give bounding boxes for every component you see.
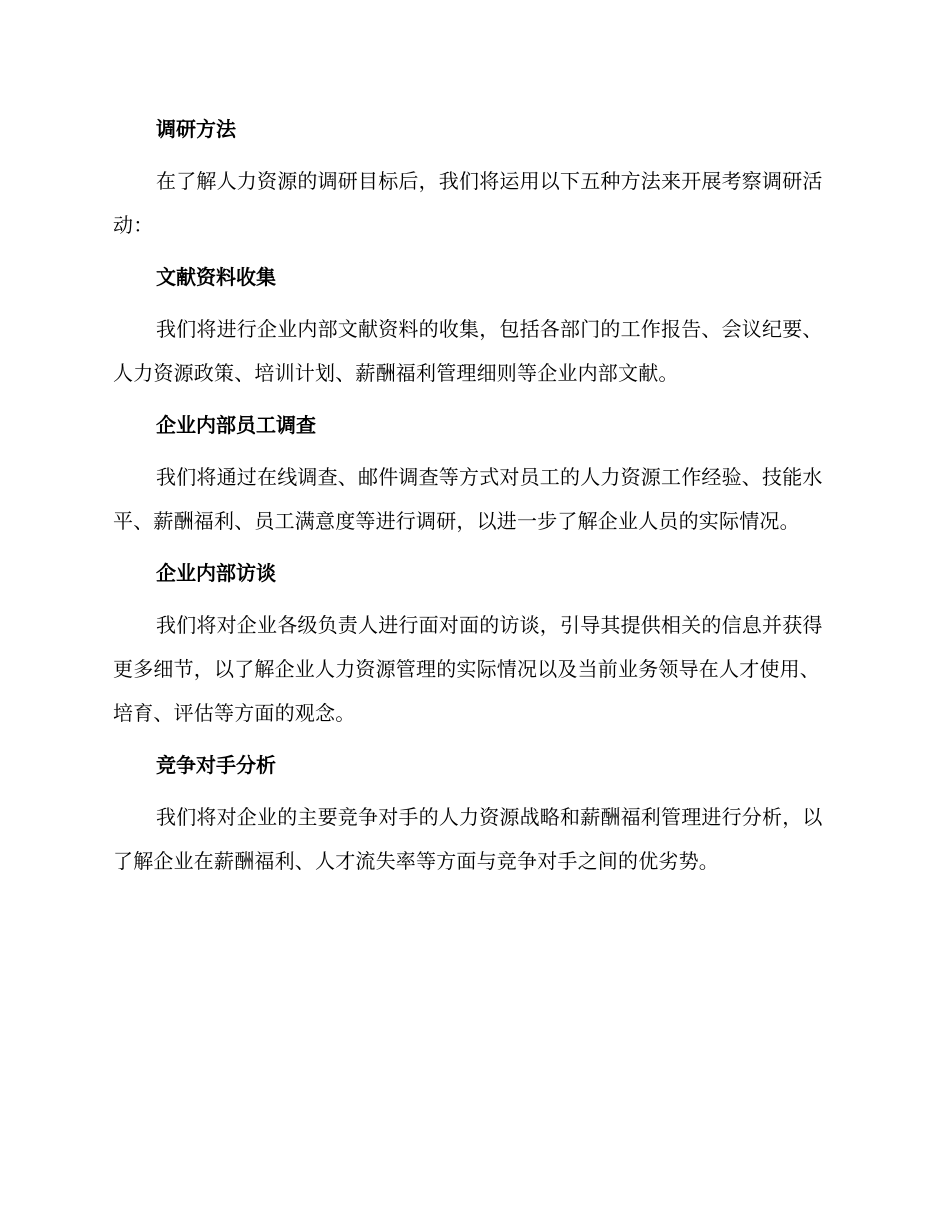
section-heading-internal-interviews: 企业内部访谈 (156, 561, 276, 585)
section-heading-literature-collection: 文献资料收集 (156, 265, 276, 289)
section-paragraph-literature-collection: 我们将进行企业内部文献资料的收集，包括各部门的工作报告、会议纪要、人力资源政策、培训计划、薪酬福利管理细则等企业内部文献。 (113, 317, 823, 385)
section-paragraph-internal-interviews: 我们将对企业各级负责人进行面对面的访谈，引导其提供相关的信息并获得更多细节，以了解企业人力资源管理的实际情况以及当前业务领导在人才使用、培育、评估等方面的观念。 (113, 613, 823, 725)
section-heading-research-methods: 调研方法 (156, 117, 236, 141)
document-body (113, 112, 835, 883)
section-paragraph-research-methods: 在了解人力资源的调研目标后，我们将运用以下五种方法来开展考察调研活动： (113, 169, 823, 237)
section-paragraph-employee-survey: 我们将通过在线调查、邮件调查等方式对员工的人力资源工作经验、技能水平、薪酬福利、员工满意度等进行调研，以进一步了解企业人员的实际情况。 (113, 465, 823, 533)
section-paragraph-competitor-analysis: 我们将对企业的主要竞争对手的人力资源战略和薪酬福利管理进行分析，以了解企业在薪酬福利、人才流失率等方面与竞争对手之间的优劣势。 (113, 805, 823, 873)
section-heading-competitor-analysis: 竞争对手分析 (156, 753, 276, 777)
section-heading-employee-survey: 企业内部员工调查 (156, 413, 316, 437)
